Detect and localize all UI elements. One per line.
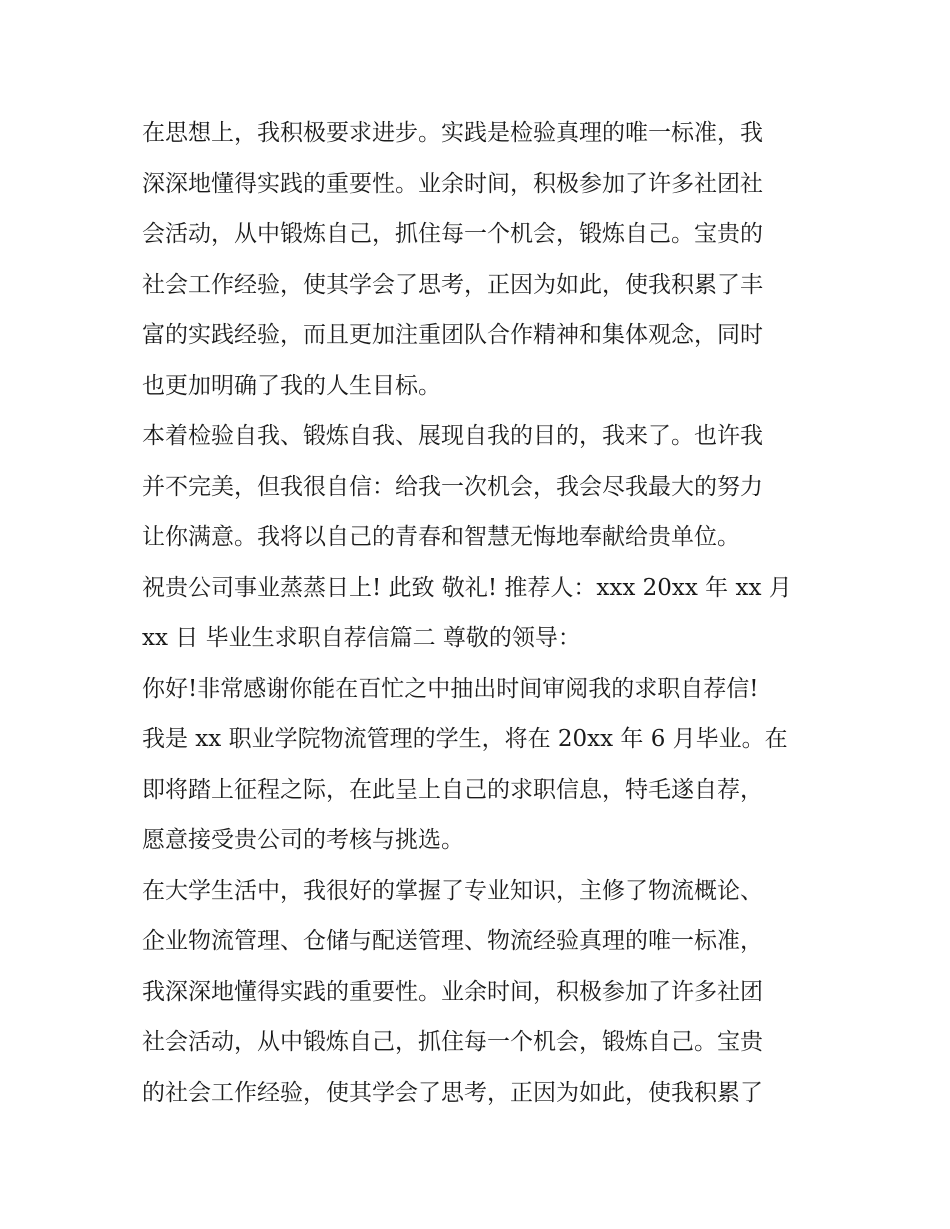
paragraph-greeting [142, 664, 822, 866]
paragraph-purpose [142, 411, 822, 563]
paragraph-university-life [142, 866, 822, 1119]
text-line: 并不完美，但我很自信：给我一次机会，我会尽我最大的努力 [142, 473, 763, 500]
text-line: xx 日 毕业生求职自荐信篇二 尊敬的领导： [142, 625, 581, 651]
document-body [142, 108, 822, 1118]
text-line: 富的实践经验，而且更加注重团队合作精神和集体观念，同时 [142, 322, 763, 348]
paragraph-thoughts [142, 108, 822, 411]
text-line: 社会活动，从中锻炼自己，抓住每一个机会，锻炼自己。宝贵 [142, 1029, 763, 1055]
text-line: 在思想上，我积极要求进步。实践是检验真理的唯一标准，我 [142, 120, 763, 146]
paragraph-closing-and-heading [142, 563, 822, 664]
text-line: 愿意接受贵公司的考核与挑选。 [142, 827, 464, 853]
text-line: 也更加明确了我的人生目标。 [142, 372, 441, 399]
text-line: 在大学生活中，我很好的掌握了专业知识，主修了物流概论、 [142, 877, 763, 904]
text-line: 让你满意。我将以自己的青春和智慧无悔地奉献给贵单位。 [142, 524, 740, 550]
text-line: 我深深地懂得实践的重要性。业余时间，积极参加了许多社团 [142, 978, 763, 1005]
text-line: 会活动，从中锻炼自己，抓住每一个机会，锻炼自己。宝贵的 [142, 221, 763, 247]
text-line: 企业物流管理、仓储与配送管理、物流经验真理的唯一标准， [142, 928, 763, 954]
text-line: 祝贵公司事业蒸蒸日上! 此致 敬礼! 推荐人：xxx 20xx 年 xx 月 [142, 574, 792, 601]
text-line: 我是 xx 职业学院物流管理的学生，将在 20xx 年 6 月毕业。在 [142, 726, 788, 752]
text-line: 即将踏上征程之际，在此呈上自己的求职信息，特毛遂自荐， [142, 776, 763, 803]
text-line: 深深地懂得实践的重要性。业余时间，积极参加了许多社团社 [142, 170, 763, 197]
text-line: 本着检验自我、锻炼自我、展现自我的目的，我来了。也许我 [142, 423, 763, 449]
text-line: 你好!非常感谢你能在百忙之中抽出时间审阅我的求职自荐信! [142, 675, 759, 702]
text-line: 的社会工作经验，使其学会了思考，正因为如此，使我积累了 [142, 1079, 763, 1106]
text-line: 社会工作经验，使其学会了思考，正因为如此，使我积累了丰 [142, 271, 763, 298]
